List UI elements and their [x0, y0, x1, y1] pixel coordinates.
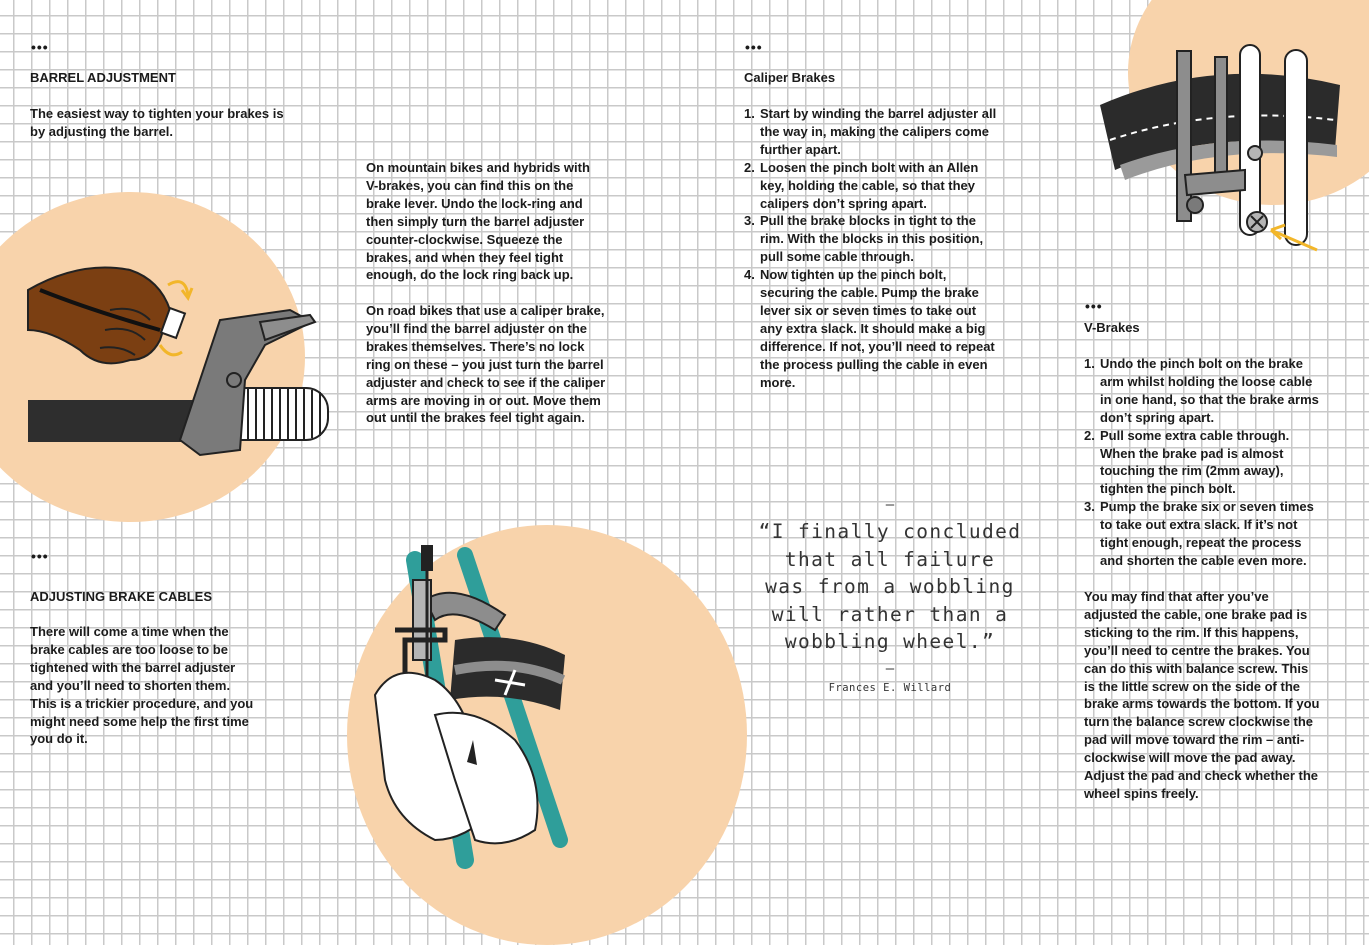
list-item — [1084, 427, 1354, 499]
list-item — [1084, 498, 1354, 570]
adjusting-cables-text: There will come a time when the brake cables are too loose to be tightened with the barrel adjuster and you’ll need to shorten them. This is a trickier procedure, and you might need some help the first time you do it. — [30, 624, 254, 747]
list-item — [744, 266, 1044, 391]
step-number: 1. — [1084, 356, 1095, 371]
barrel-road-text: On road bikes that use a caliper brake, you’ll find the barrel adjuster on the brakes themselves. There’s no lock ring on these – you just turn the barrel adjuster and check to see if the caliper arms are moving in or out. Move them out until the brakes feel tight again. — [366, 303, 606, 426]
caliper-brake-illustration — [355, 540, 585, 880]
step-text: Loosen the pinch bolt with an Allen key, holding the cable, so that they calipers don’t spring apart. — [760, 159, 979, 211]
step-number: 2. — [744, 159, 755, 175]
quote-author: Frances E. Willard — [828, 681, 952, 694]
quote-text: “I finally concluded that all failure was from a wobbling will rather than a wobbling wheel.” — [758, 520, 1022, 653]
step-text: Pump the brake six or seven times to take out extra slack. If it’s not tight enough, repeat the process and shorten the cable even more. — [1100, 499, 1314, 568]
caliper-steps-list — [744, 105, 1044, 392]
barrel-adjustment-heading: BARREL ADJUSTMENT — [30, 70, 176, 85]
step-text: Undo the pinch bolt on the brake arm whilst holding the loose cable in one hand, so that the brake arms don’t spring apart. — [1100, 356, 1319, 425]
section-dots: ••• — [745, 39, 763, 55]
step-text: Pull some extra cable through. When the brake pad is almost touching the rim (2mm away), tighten the pinch bolt. — [1100, 427, 1290, 497]
adjusting-cables-heading: ADJUSTING BRAKE CABLES — [30, 589, 213, 604]
step-text: Start by winding the barrel adjuster all the way in, making the calipers come further apart. — [760, 106, 997, 157]
section-dots: ••• — [1085, 298, 1103, 314]
step-number: 3. — [1084, 499, 1095, 515]
step-text: Now tighten up the pinch bolt, securing the cable. Pump the brake lever six or seven times to take out any extra slack. It should make a big difference. If not, you’ll need to repeat the process pulling the cable in even more. — [760, 267, 995, 390]
quote-dash-top: — — [885, 497, 895, 513]
list-item — [744, 212, 1044, 266]
caliper-brakes-heading: Caliper Brakes — [744, 70, 836, 85]
step-number: 4. — [744, 267, 755, 283]
section-dots: ••• — [31, 548, 49, 564]
v-brakes-centering-text: You may find that after you’ve adjusted the cable, one brake pad is sticking to the rim. If this happens, you’ll need to centre the brakes. You can do this with balance screw. This is the little screw on the side of the brake arms towards the bottom. If you turn the balance screw clockwise the pad will move toward the rim – anti- clockwise will move the pad away. Adjust the pad and check whether the wheel spins freely. — [1084, 589, 1320, 801]
hand-brake-lever-illustration — [20, 260, 340, 460]
pull-quote — [750, 498, 1030, 694]
v-brake-illustration — [1095, 45, 1345, 260]
list-item — [1084, 355, 1354, 427]
step-text: Pull the brake blocks in tight to the rim. With the blocks in this position, pull some cable through. — [760, 213, 984, 265]
v-brakes-steps-list — [1084, 355, 1354, 570]
barrel-mtb-text: On mountain bikes and hybrids with V-brakes, you can find this on the brake lever. Undo the lock-ring and then simply turn the barrel adjuster counter-clockwise. Squeeze the brakes, and when they feel tight enough, do the lock ring back up. — [366, 160, 590, 283]
quote-dash-bottom: — — [885, 660, 895, 677]
v-brakes-heading: V-Brakes — [1084, 320, 1140, 335]
step-number: 2. — [1084, 427, 1095, 443]
section-dots: ••• — [31, 39, 49, 55]
list-item — [744, 105, 1044, 159]
barrel-intro-text: The easiest way to tighten your brakes is by adjusting the barrel. — [30, 106, 284, 139]
list-item — [744, 159, 1044, 213]
step-number: 3. — [744, 213, 755, 229]
step-number: 1. — [744, 106, 755, 121]
